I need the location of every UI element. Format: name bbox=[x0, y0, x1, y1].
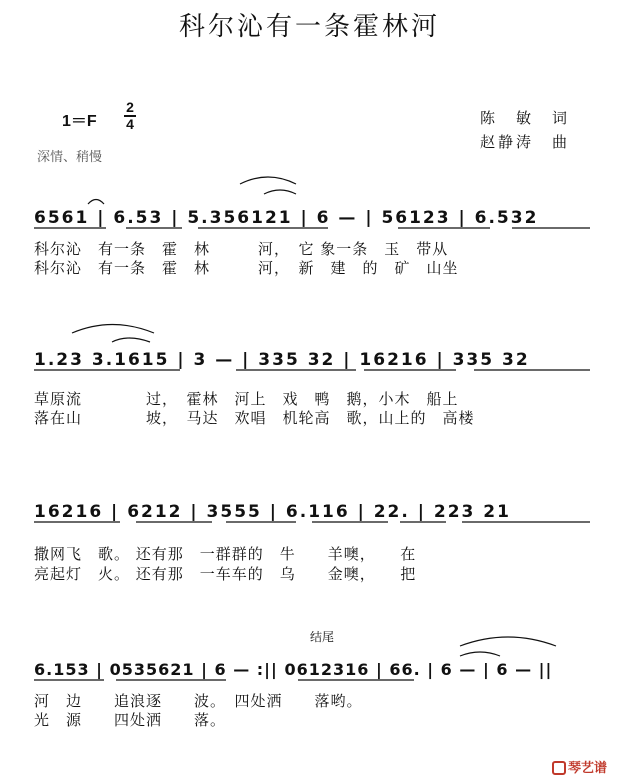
key-signature: 1＝F bbox=[62, 113, 97, 130]
system-1-lyrics-verse-2: 科尔沁 有一条 霍 林 河， 新 建 的 矿 山坐 bbox=[34, 259, 459, 277]
system-2-notation: 1.23 3.1615 | 3 — | 335 32 | 16216 | 335 32 bbox=[34, 350, 530, 370]
triplet-bracket bbox=[112, 338, 150, 342]
slur bbox=[72, 325, 154, 334]
system-1-notation: 6561 | 6.53 | 5.356121 | 6 — | 56123 | 6.532 bbox=[34, 208, 539, 228]
logo-icon bbox=[552, 761, 566, 775]
composer-credit: 赵静涛 曲 bbox=[480, 133, 571, 151]
slur bbox=[88, 200, 104, 205]
system-4-lyrics-verse-2: 光 源 四处洒 落。 bbox=[34, 711, 227, 729]
time-signature-numerator: 2 bbox=[126, 99, 134, 115]
tempo-marking: 深情、稍慢 bbox=[37, 150, 103, 165]
system-1-lyrics-verse-1: 科尔沁 有一条 霍 林 河， 它 象一条 玉 带从 bbox=[34, 240, 449, 258]
system-3-notation: 16216 | 6212 | 3555 | 6.116 | 22. | 223 21 bbox=[34, 502, 511, 522]
slur bbox=[460, 637, 556, 646]
system-2-lyrics-verse-1: 草原流 过， 霍林 河上 戏 鸭 鹅，小木 船上 bbox=[34, 390, 459, 408]
system-4-notation: 6.153 | 0535621 | 6 — :|| 0612316 | 66. | 6 — | 6 — || bbox=[34, 660, 553, 679]
system-3-lyrics-verse-2: 亮起灯 火。 还有那 一车车的 乌 金噢， 把 bbox=[34, 565, 417, 583]
rehearsal-mark-coda: 结尾 bbox=[310, 630, 335, 644]
watermark-logo bbox=[552, 757, 607, 776]
triplet-bracket bbox=[264, 190, 296, 194]
system-3-lyrics-verse-1: 撒网飞 歌。 还有那 一群群的 牛 羊噢， 在 bbox=[34, 545, 417, 563]
slur bbox=[460, 652, 500, 656]
system-4-lyrics-verse-1: 河 边 追浪逐 波。 四处洒 落哟。 bbox=[34, 692, 363, 710]
song-title: 科尔沁有一条霍林河 bbox=[178, 12, 440, 42]
lyricist-credit: 陈 敏 词 bbox=[480, 109, 571, 127]
slur bbox=[240, 177, 296, 184]
watermark-text: 琴艺谱 bbox=[568, 761, 608, 776]
time-signature-denominator: 4 bbox=[126, 115, 134, 132]
system-2-lyrics-verse-2: 落在山 坡， 马达 欢唱 机轮高 歌，山上的 高楼 bbox=[34, 409, 475, 427]
